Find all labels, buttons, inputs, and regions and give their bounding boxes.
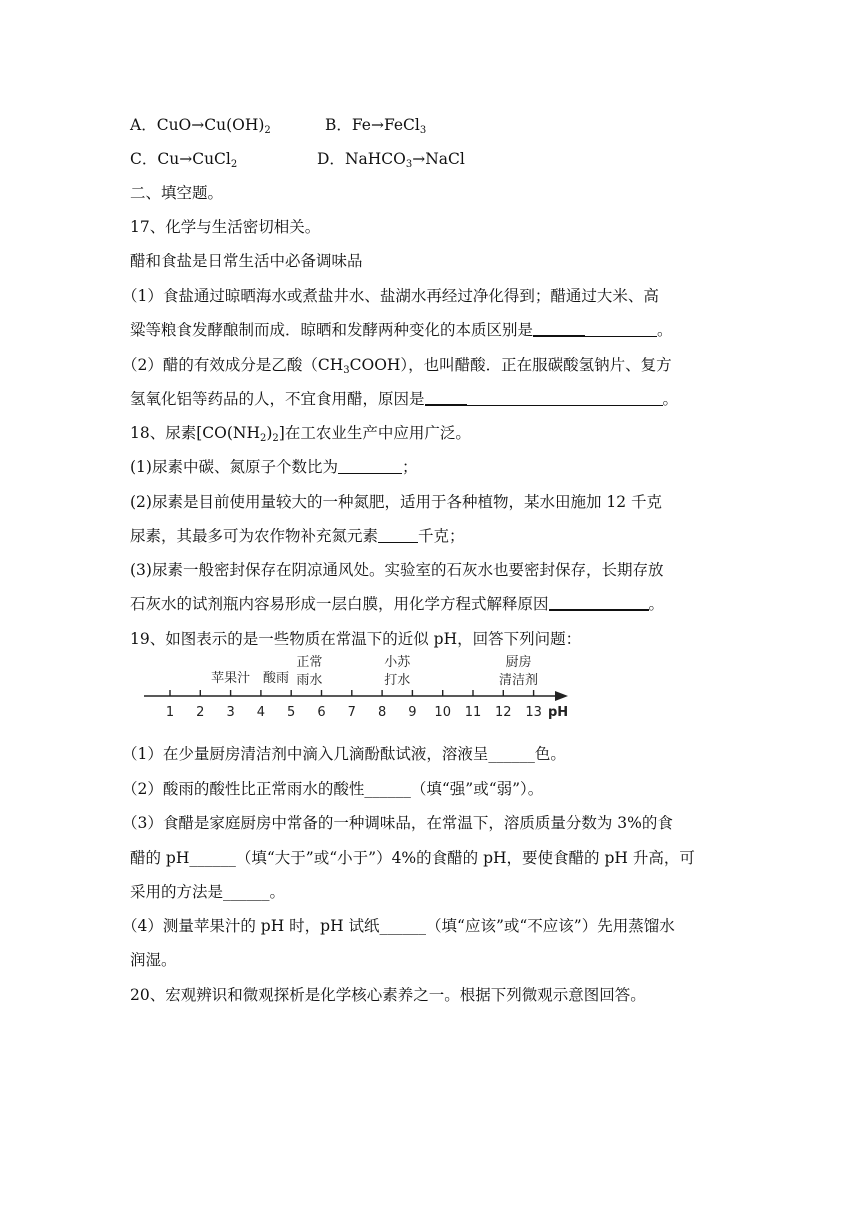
ph-label-3-1: 苹果汁: [211, 671, 251, 686]
q18-part2-line1: (2)尿素是目前使用量较大的一种氮肥，适用于各种植物，某水田施加 12 千克: [130, 493, 663, 511]
q17-part2-line1: （2）醋的有效成分是乙酸$(CH_3COOH)$，也叫醋酸．正在服碳酸氢钠片、复方: [122, 356, 672, 376]
ph-axis-arrow: [555, 691, 568, 701]
q17-blank1b[interactable]: [585, 322, 657, 337]
q18-part3-line2: 石灰水的试剂瓶内容易形成一层白膜，用化学方程式解释原因 。: [130, 595, 665, 613]
q17-blank1a[interactable]: [533, 321, 585, 337]
q19-title: 19、如图表示的是一些物质在常温下的近似 pH，回答下列问题：: [130, 630, 582, 648]
q18-blank3[interactable]: [549, 595, 649, 611]
q17-blank2a[interactable]: [425, 390, 467, 406]
ph-axis-label: pH: [548, 705, 569, 720]
q17-intro: 醋和食盐是日常生活中必备调味品: [130, 252, 363, 270]
ph-tick-label-3: 3: [226, 705, 235, 720]
q17-part1-line2: 粱等粮食发酵酿制而成．晾晒和发酵两种变化的本质区别是 。: [130, 321, 673, 339]
ph-tick-label-8: 8: [377, 705, 387, 720]
q17-blank2b[interactable]: [467, 391, 663, 406]
option-a: A．$CuO\to Cu(OH)_2$: [130, 116, 271, 136]
ph-tick-label-5: 5: [287, 705, 296, 720]
q18-part1: (1)尿素中碳、氮原子个数比为 ；: [130, 458, 418, 476]
q18-part2-line2: 尿素，其最多可为农作物补充氮元素 千克；: [130, 527, 465, 545]
ph-tick-label-13: 13: [525, 705, 542, 720]
q18-blank1[interactable]: [338, 459, 402, 474]
ph-label-5_6-2: 雨水: [296, 673, 323, 688]
q17-title: 17、化学与生活密切相关。: [130, 218, 321, 236]
ph-tick-label-1: 1: [165, 705, 175, 720]
q17-part1-line1: （1）食盐通过晾晒海水或煮盐井水、盐湖水再经过净化得到；醋通过大米、高: [122, 287, 659, 305]
ph-tick-label-9: 9: [408, 705, 417, 720]
q19-part4-line1: （4）测量苹果汁的 pH 时，pH 试纸______（填“应该”或“不应该”）先用蒸馏水: [122, 917, 675, 935]
ph-tick-label-6: 6: [317, 705, 326, 720]
q18-part3-line1: (3)尿素一般密封保存在阴凉通风处。实验室的石灰水也要密封保存，长期存放: [130, 561, 664, 579]
ph-label-12_5-1: 厨房: [505, 655, 532, 670]
q19-part3-line3: 采用的方法是______。: [130, 883, 286, 901]
ph-label-8_5-1: 小苏: [384, 655, 411, 670]
ph-label-4_5-1: 酸雨: [263, 671, 290, 686]
q19-part2: （2）酸雨的酸性比正常雨水的酸性______（填“强”或“弱”）。: [122, 780, 544, 798]
ph-tick-label-12: 12: [495, 705, 512, 720]
option-d: D．NaHCO$_3$→NaCl: [317, 150, 465, 170]
q20-title: 20、宏观辨识和微观探析是化学核心素养之一。根据下列微观示意图回答。: [130, 986, 646, 1004]
ph-label-5_6-1: 正常: [296, 655, 323, 670]
ph-tick-label-11: 11: [464, 705, 482, 720]
q19-part1: （1）在少量厨房清洁剂中滴入几滴酚酞试液，溶液呈______色。: [122, 745, 566, 763]
q18-blank2[interactable]: [378, 528, 418, 543]
section-heading: 二、填空题。: [130, 184, 224, 202]
q19-part3-line2: 醋的 pH______（填“大于”或“小于”）4%的食醋的 pH，要使食醋的 pH 升高，可: [130, 849, 695, 867]
ph-tick-label-2: 2: [196, 705, 205, 720]
option-b: B．Fe→FeCl$_3$: [325, 116, 427, 136]
q19-part3-line1: （3）食醋是家庭厨房中常备的一种调味品，在常温下，溶质质量分数为 3%的食: [122, 814, 673, 832]
option-c: C．Cu→CuCl$_2$: [130, 150, 238, 170]
ph-tick-label-7: 7: [347, 705, 356, 720]
ph-tick-label-10: 10: [434, 705, 451, 720]
q19-part4-line2: 润湿。: [130, 951, 177, 969]
ph-label-12_5-2: 清洁剂: [498, 673, 538, 688]
q17-part2-line2: 氢氧化铝等药品的人，不宜食用醋，原因是 。: [130, 390, 679, 408]
ph-label-8_5-2: 打水: [384, 673, 411, 688]
ph-number-line: [140, 652, 600, 728]
ph-tick-label-4: 4: [256, 705, 266, 720]
q18-title: 18、尿素$[CO(NH_2)_2]$在工农业生产中应用广泛。: [130, 424, 471, 444]
